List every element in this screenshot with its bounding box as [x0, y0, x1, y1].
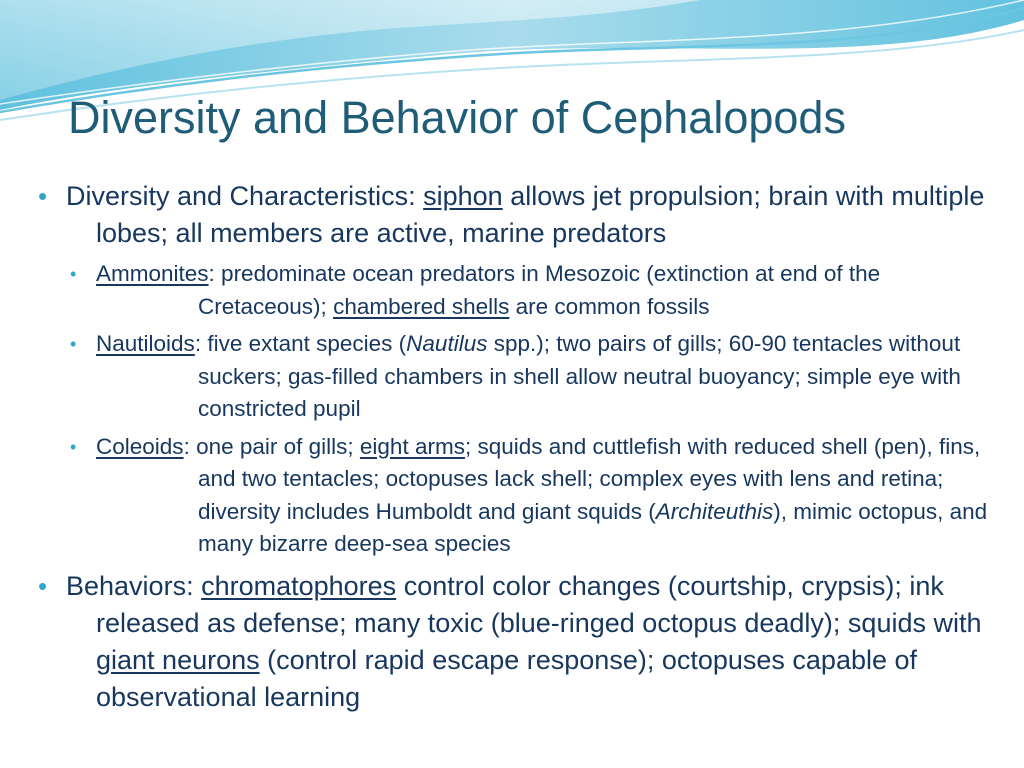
- term-chromatophores: chromatophores: [201, 570, 397, 601]
- bullet-dot-icon: •: [70, 436, 77, 457]
- term-nautiloids: Nautiloids: [96, 331, 195, 356]
- genus-architeuthis: Architeuthis: [655, 498, 774, 524]
- term-chambered-shells: chambered shells: [333, 293, 510, 319]
- term-coleoids: Coleoids: [96, 433, 184, 459]
- term-ammonites: Ammonites: [96, 261, 209, 286]
- bullet-dot-icon: •: [38, 181, 48, 211]
- term-siphon: siphon: [423, 181, 503, 211]
- subbullet-ammonites: • Ammonites: predominate ocean predators in Mesozoic (extinction at end of the Cretaceous); chambered shells are common fossils: [38, 258, 1013, 323]
- bullet-behaviors: • Behaviors: chromatophores control color changes (courtship, crypsis); ink released as defense; many toxic (blue-ringed octopus deadly); squids with giant neurons (control rapid escape response); octopuses capable of observational learning: [38, 568, 1013, 716]
- subbullet-coleoids: • Coleoids: one pair of gills; eight arms; squids and cuttlefish with reduced shell (pen), fins, and two tentacles; octopuses lack shell; complex eyes with lens and retina; diversity includes Humboldt and giant squids (Architeuthis), mimic octopus, and many bizarre deep-sea species: [38, 431, 1013, 561]
- bullet-dot-icon: •: [70, 334, 77, 354]
- slide-title: Diversity and Behavior of Cephalopods: [68, 92, 846, 143]
- slide-body: [38, 178, 1013, 722]
- bullet-dot-icon: •: [70, 264, 77, 284]
- term-eight-arms: eight arms: [359, 433, 465, 459]
- bullet-dot-icon: •: [38, 570, 48, 601]
- genus-nautilus: Nautilus: [406, 331, 488, 356]
- subbullet-nautiloids: • Nautiloids: five extant species (Nautilus spp.); two pairs of gills; 60-90 tentacles without suckers; gas-filled chambers in shell allow neutral buoyancy; simple eye with constricted pupil: [38, 328, 1013, 426]
- term-giant-neurons: giant neurons: [96, 644, 260, 675]
- bullet-diversity: • Diversity and Characteristics: siphon allows jet propulsion; brain with multiple lobes; all members are active, marine predators: [38, 178, 1013, 252]
